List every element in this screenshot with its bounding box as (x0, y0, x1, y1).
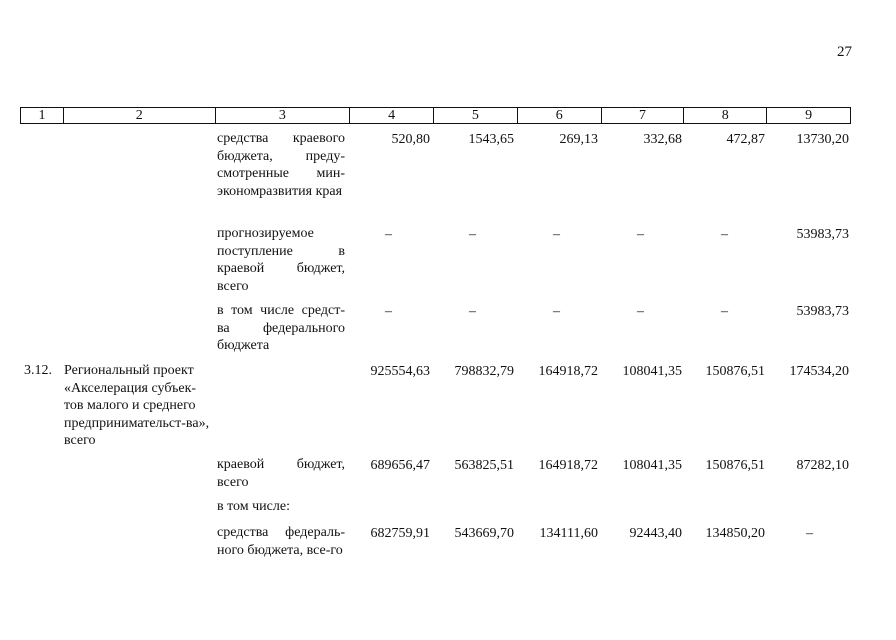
row-1-value-8: – (721, 227, 728, 242)
page-number: 27 (837, 44, 852, 60)
row-6-value-6: 134111,60 (539, 526, 598, 541)
row-3-value-8: 150876,51 (705, 364, 765, 379)
row-2-value-7: – (637, 304, 644, 319)
row-2-value-6: – (553, 304, 560, 319)
row-6-col3: средства федераль-ного бюджета, все-го (217, 525, 345, 558)
row-6-value-8: 134850,20 (705, 526, 765, 541)
row-4-value-6: 164918,72 (538, 458, 598, 473)
row-1-col3: прогнозируемое поступление в краевой бюджет, всего (217, 226, 345, 294)
row-4-value-4: 689656,47 (370, 458, 430, 473)
row-4-value-8: 150876,51 (705, 458, 765, 473)
row-1-value-9: 53983,73 (796, 227, 849, 242)
row-5-col3: в том числе: (217, 499, 290, 514)
header-cell-9: 9 (805, 108, 813, 123)
row-1-value-5: – (469, 227, 476, 242)
row-4-col3: краевой бюджет, всего (217, 457, 345, 490)
row-2-col3: в том числе средст-ва федерального бюджета (217, 303, 345, 353)
row-0-value-4: 520,80 (391, 132, 430, 147)
header-cell-1: 1 (21, 108, 64, 123)
table-header (20, 107, 851, 124)
row-3-number: 3.12. (24, 363, 52, 378)
row-2-value-5: – (469, 304, 476, 319)
row-3-value-5: 798832,79 (454, 364, 514, 379)
row-3-value-7: 108041,35 (622, 364, 682, 379)
header-cell-3: 3 (216, 108, 351, 123)
row-3-value-9: 174534,20 (789, 364, 849, 379)
row-4-value-7: 108041,35 (622, 458, 682, 473)
header-cell-2: 2 (64, 108, 216, 123)
row-0-value-9: 13730,20 (796, 132, 849, 147)
row-6-value-5: 543669,70 (454, 526, 514, 541)
row-6-value-9: – (806, 526, 813, 541)
header-cell-7: 7 (602, 108, 685, 123)
row-3-value-4: 925554,63 (370, 364, 430, 379)
row-4-value-5: 563825,51 (454, 458, 514, 473)
row-6-value-7: 92443,40 (629, 526, 682, 541)
header-cell-4: 4 (350, 108, 434, 123)
row-2-value-8: – (721, 304, 728, 319)
row-6-value-4: 682759,91 (370, 526, 430, 541)
row-0-col3: средства краевого бюджета, преду-смотренные мин-экономразвития края (217, 131, 345, 199)
row-0-value-8: 472,87 (726, 132, 765, 147)
row-1-value-6: – (553, 227, 560, 242)
header-cell-5: 5 (434, 108, 518, 123)
row-0-value-5: 1543,65 (468, 132, 514, 147)
header-cell-6: 6 (518, 108, 602, 123)
row-0-value-7: 332,68 (643, 132, 682, 147)
row-0-value-6: 269,13 (559, 132, 598, 147)
row-2-value-4: – (385, 304, 392, 319)
row-1-value-7: – (637, 227, 644, 242)
row-4-value-9: 87282,10 (796, 458, 849, 473)
row-2-value-9: 53983,73 (796, 304, 849, 319)
row-3-value-6: 164918,72 (538, 364, 598, 379)
header-cell-8: 8 (684, 108, 767, 123)
row-1-value-4: – (385, 227, 392, 242)
row-3-col2: Региональный проект «Акселерация субъек-тов малого и среднего предпринимательст-ва», всего (64, 363, 210, 448)
